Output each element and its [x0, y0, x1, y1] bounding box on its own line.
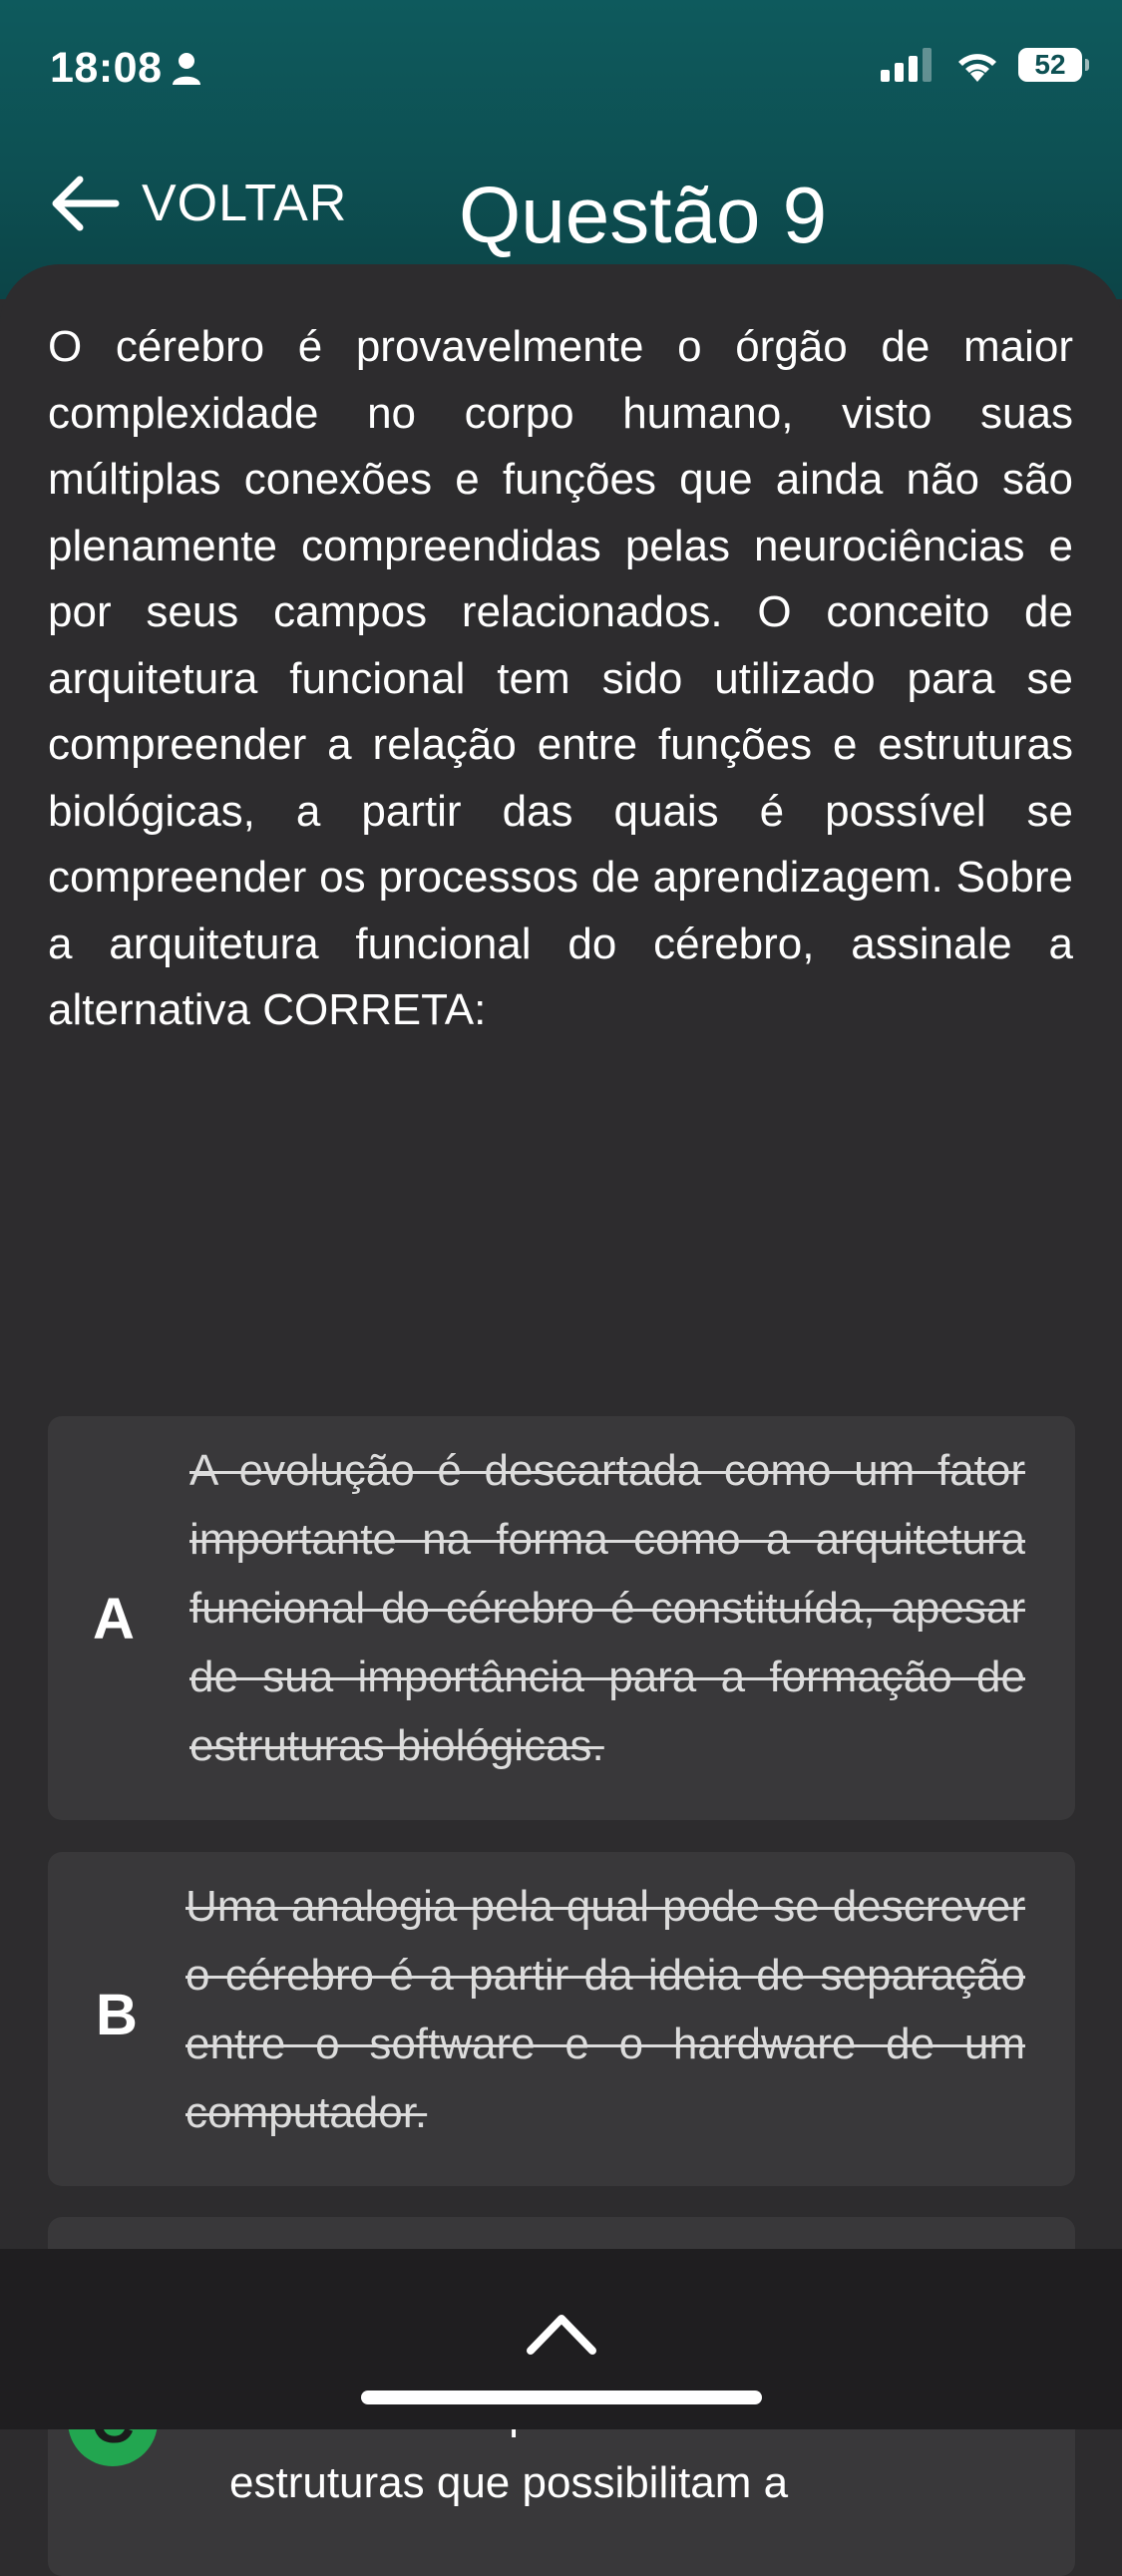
- nav-bar: [0, 150, 1122, 279]
- battery-icon: [1018, 48, 1082, 82]
- status-time: [50, 44, 201, 93]
- bottom-bar: [0, 2249, 1122, 2429]
- status-icons: [881, 48, 1082, 82]
- person-icon: [172, 52, 201, 86]
- option-text: estruturas que possibilitam a: [229, 2458, 789, 2507]
- signal-icon: [881, 48, 936, 82]
- app-header: [0, 0, 1122, 299]
- battery-level: 52: [1034, 49, 1066, 80]
- question-content: [0, 264, 1122, 2507]
- back-button[interactable]: [48, 174, 347, 233]
- status-bar: [0, 0, 1122, 140]
- wifi-icon: [954, 48, 1000, 82]
- clock-text: 18:08: [50, 44, 163, 92]
- option-text: Uma analogia pela qual pode se descrever o cérebro é a partir da ideia de separação entre o software e o hardware de um computador.: [186, 1882, 1025, 2137]
- chevron-up-icon[interactable]: [525, 2309, 598, 2357]
- option-letter: A: [93, 1587, 135, 1652]
- back-label: VOLTAR: [142, 175, 348, 232]
- page-title: Questão 9: [459, 171, 828, 259]
- option-text: A evolução é descartada como um fator importante na forma como a arquitetura funcional do cérebro é constituída, apesar de sua importância para a formação de estruturas biológicas.: [189, 1446, 1025, 1770]
- option-letter: B: [96, 1983, 138, 2047]
- arrow-left-icon: [48, 174, 120, 233]
- home-indicator: [361, 2391, 762, 2404]
- question-text: O cérebro é provavelmente o órgão de maior complexidade no corpo humano, visto suas múltiplas conexões e funções que ainda não são plenamente compreendidas pelas neurociências e por seus campos relacionados. O conceito de arquitetura funcional tem sido utilizado para se compreender a relação entre funções e estruturas biológicas, a partir das quais é possível se compreender os processos de aprendizagem. Sobre a arquitetura funcional do cérebro, assinale a alternativa CORRETA:: [48, 322, 1073, 1034]
- option-b[interactable]: [48, 1852, 1075, 2186]
- option-a[interactable]: [48, 1416, 1075, 1820]
